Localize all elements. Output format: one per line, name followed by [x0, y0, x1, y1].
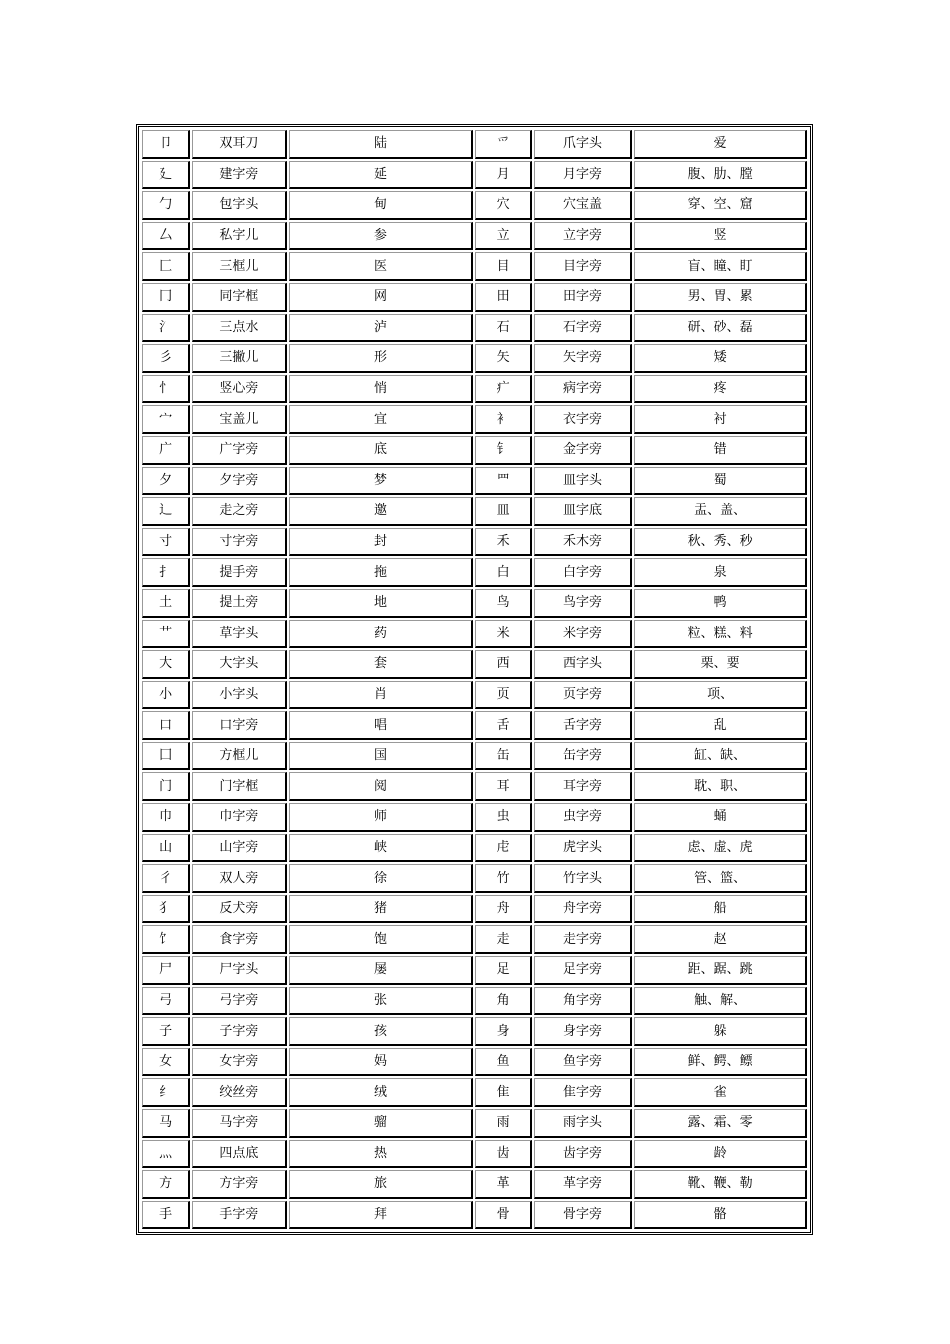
left-radical-name-cell: 手字旁 — [192, 1201, 286, 1230]
left-radical-name-cell: 三撇儿 — [192, 344, 286, 373]
table-row — [142, 834, 807, 863]
left-radical-name-cell: 山字旁 — [192, 834, 286, 863]
left-radical-cell: 厶 — [142, 222, 190, 251]
right-example-char-cell: 耽、职、 — [634, 772, 807, 801]
left-radical-name-cell: 三框儿 — [192, 252, 286, 281]
table-row — [142, 895, 807, 924]
left-example-char-cell: 猪 — [289, 895, 474, 924]
left-example-char-cell: 张 — [289, 987, 474, 1016]
right-radical-name-cell: 目字旁 — [534, 252, 632, 281]
table-row — [142, 161, 807, 190]
left-radical-cell: 忄 — [142, 375, 190, 404]
table-row — [142, 742, 807, 771]
left-radical-cell: 饣 — [142, 925, 190, 954]
table-row — [142, 130, 807, 159]
left-radical-name-cell: 寸字旁 — [192, 528, 286, 557]
table-row — [142, 467, 807, 496]
left-radical-cell: 彳 — [142, 864, 190, 893]
left-example-char-cell: 套 — [289, 650, 474, 679]
right-radical-name-cell: 骨字旁 — [534, 1201, 632, 1230]
left-example-char-cell: 师 — [289, 803, 474, 832]
right-radical-name-cell: 角字旁 — [534, 987, 632, 1016]
right-radical-cell: 足 — [475, 956, 531, 985]
right-radical-cell: 鱼 — [475, 1048, 531, 1077]
left-radical-cell: 弓 — [142, 987, 190, 1016]
left-radical-cell: 女 — [142, 1048, 190, 1077]
right-example-char-cell: 鸭 — [634, 589, 807, 618]
left-radical-cell: 山 — [142, 834, 190, 863]
right-radical-cell: 隹 — [475, 1078, 531, 1107]
left-example-char-cell: 参 — [289, 222, 474, 251]
left-radical-cell: 大 — [142, 650, 190, 679]
table-row — [142, 803, 807, 832]
left-radical-name-cell: 竖心旁 — [192, 375, 286, 404]
right-radical-name-cell: 雨字头 — [534, 1109, 632, 1138]
left-example-char-cell: 陆 — [289, 130, 474, 159]
left-radical-cell: 灬 — [142, 1140, 190, 1169]
left-radical-name-cell: 女字旁 — [192, 1048, 286, 1077]
left-example-char-cell: 泸 — [289, 314, 474, 343]
table-row — [142, 1109, 807, 1138]
left-radical-name-cell: 宝盖儿 — [192, 405, 286, 434]
left-radical-name-cell: 提土旁 — [192, 589, 286, 618]
right-radical-name-cell: 石字旁 — [534, 314, 632, 343]
left-radical-name-cell: 三点水 — [192, 314, 286, 343]
right-radical-name-cell: 田字旁 — [534, 283, 632, 312]
left-radical-name-cell: 方框儿 — [192, 742, 286, 771]
left-radical-name-cell: 四点底 — [192, 1140, 286, 1169]
left-radical-cell: 辶 — [142, 497, 190, 526]
table-row — [142, 650, 807, 679]
left-radical-cell: 宀 — [142, 405, 190, 434]
left-example-char-cell: 底 — [289, 436, 474, 465]
table-row — [142, 711, 807, 740]
right-radical-cell: 舌 — [475, 711, 531, 740]
table-row — [142, 1201, 807, 1230]
left-radical-name-cell: 提手旁 — [192, 558, 286, 587]
table-row — [142, 681, 807, 710]
right-radical-cell: 钅 — [475, 436, 531, 465]
right-radical-name-cell: 走字旁 — [534, 925, 632, 954]
right-example-char-cell: 赵 — [634, 925, 807, 954]
right-example-char-cell: 触、解、 — [634, 987, 807, 1016]
right-radical-name-cell: 舟字旁 — [534, 895, 632, 924]
left-example-char-cell: 国 — [289, 742, 474, 771]
left-radical-cell: 子 — [142, 1017, 190, 1046]
left-example-char-cell: 唱 — [289, 711, 474, 740]
left-radical-name-cell: 反犬旁 — [192, 895, 286, 924]
right-radical-cell: 田 — [475, 283, 531, 312]
right-example-char-cell: 靴、鞭、勒 — [634, 1170, 807, 1199]
right-radical-cell: 鸟 — [475, 589, 531, 618]
left-example-char-cell: 骝 — [289, 1109, 474, 1138]
left-example-char-cell: 热 — [289, 1140, 474, 1169]
left-radical-name-cell: 草字头 — [192, 620, 286, 649]
right-example-char-cell: 项、 — [634, 681, 807, 710]
right-radical-cell: 身 — [475, 1017, 531, 1046]
left-example-char-cell: 徐 — [289, 864, 474, 893]
left-example-char-cell: 拖 — [289, 558, 474, 587]
right-example-char-cell: 竖 — [634, 222, 807, 251]
right-radical-cell: 虍 — [475, 834, 531, 863]
right-radical-name-cell: 立字旁 — [534, 222, 632, 251]
right-radical-cell: 立 — [475, 222, 531, 251]
left-radical-name-cell: 弓字旁 — [192, 987, 286, 1016]
right-radical-name-cell: 皿字头 — [534, 467, 632, 496]
left-radical-name-cell: 包字头 — [192, 191, 286, 220]
left-radical-cell: 犭 — [142, 895, 190, 924]
left-radical-cell: 广 — [142, 436, 190, 465]
left-radical-cell: 巾 — [142, 803, 190, 832]
left-example-char-cell: 旅 — [289, 1170, 474, 1199]
left-radical-cell: 小 — [142, 681, 190, 710]
left-example-char-cell: 拜 — [289, 1201, 474, 1230]
table-row — [142, 864, 807, 893]
table-row — [142, 1048, 807, 1077]
right-radical-name-cell: 穴宝盖 — [534, 191, 632, 220]
table-row — [142, 589, 807, 618]
right-radical-cell: 目 — [475, 252, 531, 281]
table-row — [142, 252, 807, 281]
right-radical-name-cell: 舌字旁 — [534, 711, 632, 740]
right-radical-name-cell: 耳字旁 — [534, 772, 632, 801]
left-example-char-cell: 甸 — [289, 191, 474, 220]
right-example-char-cell: 错 — [634, 436, 807, 465]
right-example-char-cell: 矮 — [634, 344, 807, 373]
right-example-char-cell: 研、砂、磊 — [634, 314, 807, 343]
right-radical-cell: 西 — [475, 650, 531, 679]
table-row — [142, 1140, 807, 1169]
right-radical-name-cell: 竹字头 — [534, 864, 632, 893]
right-example-char-cell: 鲜、鳄、鳔 — [634, 1048, 807, 1077]
right-radical-cell: 走 — [475, 925, 531, 954]
left-radical-name-cell: 广字旁 — [192, 436, 286, 465]
right-radical-cell: 月 — [475, 161, 531, 190]
left-example-char-cell: 医 — [289, 252, 474, 281]
radical-table-body — [142, 130, 807, 1229]
left-radical-name-cell: 巾字旁 — [192, 803, 286, 832]
left-example-char-cell: 网 — [289, 283, 474, 312]
table-row — [142, 620, 807, 649]
table-row — [142, 772, 807, 801]
right-radical-cell: 穴 — [475, 191, 531, 220]
right-radical-cell: 骨 — [475, 1201, 531, 1230]
table-row — [142, 222, 807, 251]
right-radical-cell: 革 — [475, 1170, 531, 1199]
right-radical-name-cell: 病字旁 — [534, 375, 632, 404]
left-example-char-cell: 宜 — [289, 405, 474, 434]
right-radical-cell: 矢 — [475, 344, 531, 373]
left-radical-cell: 寸 — [142, 528, 190, 557]
left-radical-cell: 手 — [142, 1201, 190, 1230]
right-example-char-cell: 男、胃、累 — [634, 283, 807, 312]
right-radical-name-cell: 页字旁 — [534, 681, 632, 710]
right-example-char-cell: 船 — [634, 895, 807, 924]
right-radical-cell: 页 — [475, 681, 531, 710]
right-radical-cell: 米 — [475, 620, 531, 649]
table-row — [142, 405, 807, 434]
right-example-char-cell: 躲 — [634, 1017, 807, 1046]
right-example-char-cell: 雀 — [634, 1078, 807, 1107]
right-radical-cell: 齿 — [475, 1140, 531, 1169]
left-radical-cell: 冂 — [142, 283, 190, 312]
left-example-char-cell: 妈 — [289, 1048, 474, 1077]
left-radical-cell: 夕 — [142, 467, 190, 496]
right-radical-cell: 罒 — [475, 467, 531, 496]
right-radical-name-cell: 虎字头 — [534, 834, 632, 863]
right-radical-name-cell: 隹字旁 — [534, 1078, 632, 1107]
right-radical-name-cell: 金字旁 — [534, 436, 632, 465]
left-radical-name-cell: 同字框 — [192, 283, 286, 312]
table-row — [142, 1078, 807, 1107]
right-example-char-cell: 秋、秀、秒 — [634, 528, 807, 557]
right-radical-cell: 角 — [475, 987, 531, 1016]
right-radical-name-cell: 爪字头 — [534, 130, 632, 159]
right-example-char-cell: 露、霜、零 — [634, 1109, 807, 1138]
table-row — [142, 497, 807, 526]
left-radical-cell: 艹 — [142, 620, 190, 649]
table-row — [142, 314, 807, 343]
left-radical-cell: 尸 — [142, 956, 190, 985]
right-radical-cell: 雨 — [475, 1109, 531, 1138]
left-example-char-cell: 屡 — [289, 956, 474, 985]
right-radical-cell: 舟 — [475, 895, 531, 924]
left-example-char-cell: 峡 — [289, 834, 474, 863]
right-radical-name-cell: 缶字旁 — [534, 742, 632, 771]
left-example-char-cell: 阅 — [289, 772, 474, 801]
left-example-char-cell: 延 — [289, 161, 474, 190]
table-row — [142, 558, 807, 587]
left-example-char-cell: 孩 — [289, 1017, 474, 1046]
radical-table-frame — [136, 124, 813, 1235]
left-example-char-cell: 形 — [289, 344, 474, 373]
left-radical-cell: 卩 — [142, 130, 190, 159]
right-example-char-cell: 泉 — [634, 558, 807, 587]
left-radical-name-cell: 门字框 — [192, 772, 286, 801]
left-radical-name-cell: 小字头 — [192, 681, 286, 710]
left-radical-cell: 勹 — [142, 191, 190, 220]
right-radical-cell: 虫 — [475, 803, 531, 832]
right-radical-cell: 竹 — [475, 864, 531, 893]
right-example-char-cell: 龄 — [634, 1140, 807, 1169]
right-example-char-cell: 盂、盖、 — [634, 497, 807, 526]
left-radical-name-cell: 走之旁 — [192, 497, 286, 526]
left-example-char-cell: 邀 — [289, 497, 474, 526]
left-radical-cell: 廴 — [142, 161, 190, 190]
left-radical-name-cell: 子字旁 — [192, 1017, 286, 1046]
table-row — [142, 436, 807, 465]
right-example-char-cell: 穿、空、窟 — [634, 191, 807, 220]
table-row — [142, 528, 807, 557]
right-example-char-cell: 蜀 — [634, 467, 807, 496]
table-row — [142, 191, 807, 220]
right-radical-cell: 皿 — [475, 497, 531, 526]
right-radical-name-cell: 身字旁 — [534, 1017, 632, 1046]
left-radical-cell: 匚 — [142, 252, 190, 281]
right-example-char-cell: 爱 — [634, 130, 807, 159]
right-radical-name-cell: 禾木旁 — [534, 528, 632, 557]
right-example-char-cell: 管、篮、 — [634, 864, 807, 893]
right-radical-name-cell: 西字头 — [534, 650, 632, 679]
right-radical-name-cell: 月字旁 — [534, 161, 632, 190]
left-radical-name-cell: 私字儿 — [192, 222, 286, 251]
left-example-char-cell: 地 — [289, 589, 474, 618]
left-example-char-cell: 绒 — [289, 1078, 474, 1107]
left-example-char-cell: 药 — [289, 620, 474, 649]
right-radical-cell: 衤 — [475, 405, 531, 434]
right-example-char-cell: 距、踞、跳 — [634, 956, 807, 985]
right-example-char-cell: 疼 — [634, 375, 807, 404]
right-radical-name-cell: 革字旁 — [534, 1170, 632, 1199]
left-radical-cell: 氵 — [142, 314, 190, 343]
right-radical-cell: 耳 — [475, 772, 531, 801]
right-radical-cell: 缶 — [475, 742, 531, 771]
radical-table — [140, 128, 809, 1231]
left-radical-cell: 囗 — [142, 742, 190, 771]
table-row — [142, 344, 807, 373]
left-radical-name-cell: 建字旁 — [192, 161, 286, 190]
left-radical-name-cell: 大字头 — [192, 650, 286, 679]
right-radical-cell: 疒 — [475, 375, 531, 404]
right-radical-name-cell: 足字旁 — [534, 956, 632, 985]
right-example-char-cell: 缸、缺、 — [634, 742, 807, 771]
right-radical-name-cell: 衣字旁 — [534, 405, 632, 434]
left-radical-cell: 扌 — [142, 558, 190, 587]
right-example-char-cell: 栗、要 — [634, 650, 807, 679]
table-row — [142, 987, 807, 1016]
right-example-char-cell: 腹、肋、膛 — [634, 161, 807, 190]
right-radical-cell: 爫 — [475, 130, 531, 159]
right-example-char-cell: 骼 — [634, 1201, 807, 1230]
right-radical-cell: 白 — [475, 558, 531, 587]
left-radical-name-cell: 尸字头 — [192, 956, 286, 985]
right-example-char-cell: 盲、瞳、盯 — [634, 252, 807, 281]
left-radical-cell: 彡 — [142, 344, 190, 373]
right-radical-name-cell: 鸟字旁 — [534, 589, 632, 618]
table-row — [142, 956, 807, 985]
right-radical-name-cell: 鱼字旁 — [534, 1048, 632, 1077]
left-radical-name-cell: 绞丝旁 — [192, 1078, 286, 1107]
right-example-char-cell: 虑、虚、虎 — [634, 834, 807, 863]
right-radical-cell: 石 — [475, 314, 531, 343]
left-radical-name-cell: 夕字旁 — [192, 467, 286, 496]
left-radical-name-cell: 口字旁 — [192, 711, 286, 740]
right-radical-name-cell: 白字旁 — [534, 558, 632, 587]
left-radical-cell: 马 — [142, 1109, 190, 1138]
left-radical-cell: 口 — [142, 711, 190, 740]
left-radical-cell: 纟 — [142, 1078, 190, 1107]
right-radical-name-cell: 虫字旁 — [534, 803, 632, 832]
table-row — [142, 925, 807, 954]
table-row — [142, 1017, 807, 1046]
left-radical-name-cell: 马字旁 — [192, 1109, 286, 1138]
right-example-char-cell: 乱 — [634, 711, 807, 740]
left-radical-name-cell: 双耳刀 — [192, 130, 286, 159]
right-example-char-cell: 衬 — [634, 405, 807, 434]
left-radical-cell: 门 — [142, 772, 190, 801]
left-radical-cell: 土 — [142, 589, 190, 618]
left-radical-name-cell: 食字旁 — [192, 925, 286, 954]
left-radical-name-cell: 双人旁 — [192, 864, 286, 893]
left-example-char-cell: 梦 — [289, 467, 474, 496]
table-row — [142, 375, 807, 404]
right-example-char-cell: 蛹 — [634, 803, 807, 832]
left-example-char-cell: 饱 — [289, 925, 474, 954]
right-radical-name-cell: 米字旁 — [534, 620, 632, 649]
right-radical-cell: 禾 — [475, 528, 531, 557]
table-row — [142, 1170, 807, 1199]
left-example-char-cell: 悄 — [289, 375, 474, 404]
left-radical-cell: 方 — [142, 1170, 190, 1199]
right-example-char-cell: 粒、糕、料 — [634, 620, 807, 649]
left-example-char-cell: 肖 — [289, 681, 474, 710]
table-row — [142, 283, 807, 312]
right-radical-name-cell: 皿字底 — [534, 497, 632, 526]
right-radical-name-cell: 齿字旁 — [534, 1140, 632, 1169]
right-radical-name-cell: 矢字旁 — [534, 344, 632, 373]
left-example-char-cell: 封 — [289, 528, 474, 557]
left-radical-name-cell: 方字旁 — [192, 1170, 286, 1199]
